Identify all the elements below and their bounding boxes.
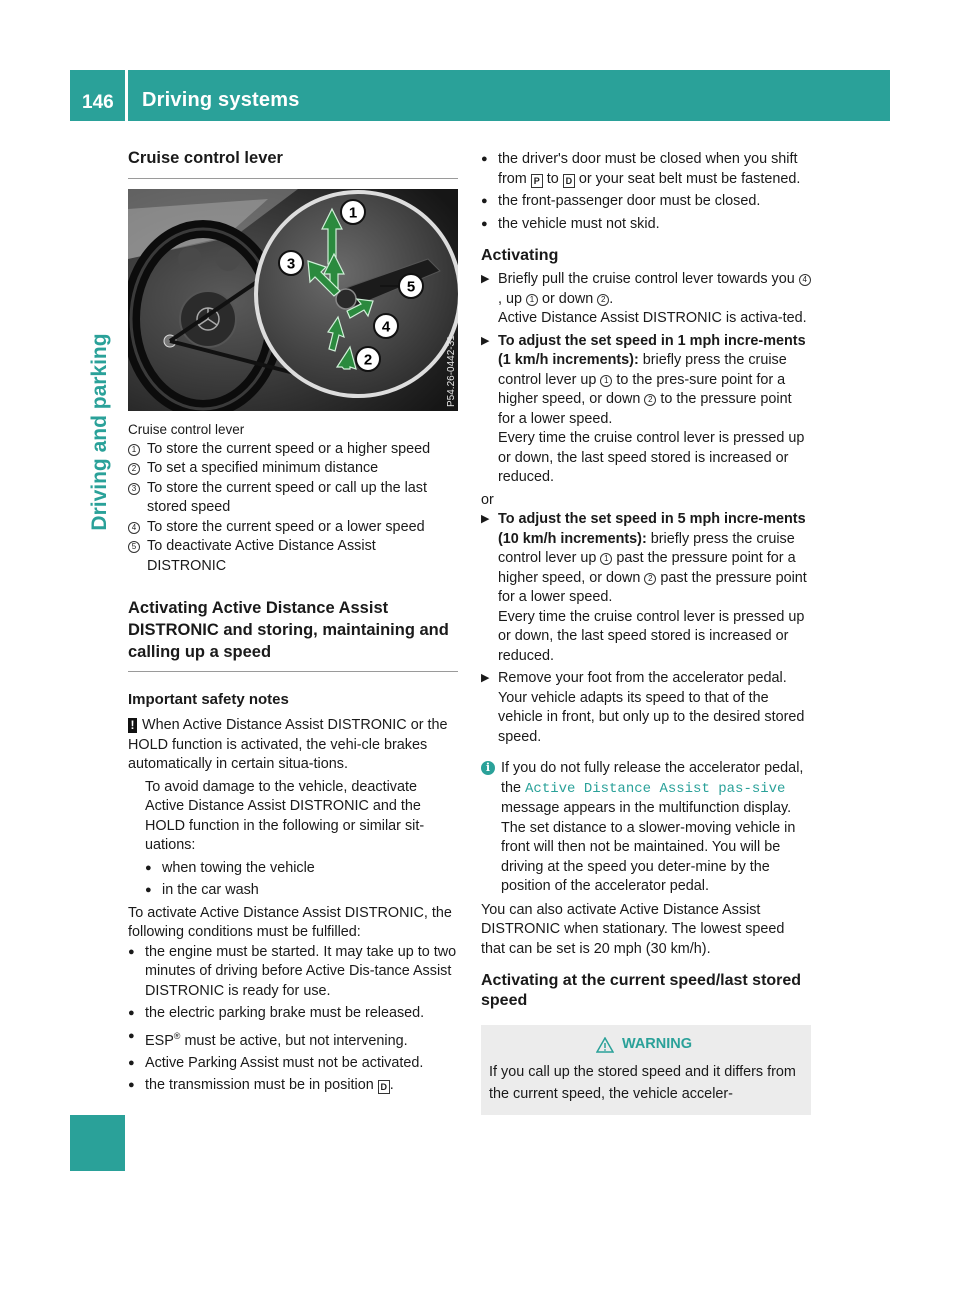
warning-icon — [596, 1037, 614, 1053]
list-item: ● in the car wash — [145, 882, 259, 898]
page-number: 146 — [82, 92, 114, 113]
warning-text: If you call up the stored speed and it differs from the current speed, the vehicle acceler- — [489, 1063, 796, 1102]
safety-notes-heading: Important safety notes — [128, 691, 289, 708]
list-item: ● the driver's door must be closed when you shift from P to D or your seat belt must be fastened. — [481, 151, 801, 187]
legend-item: 3 To store the current speed or call up the last stored speed — [128, 479, 458, 518]
current-speed-heading: Activating at the current speed/last stored speed — [481, 972, 802, 1009]
list-item: ● the vehicle must not skid. — [481, 215, 660, 232]
warning-title: WARNING — [621, 1036, 693, 1052]
action-step: ▶ Briefly pull the cruise control lever towards you 4, up 1 or down 2 . Active Distance Assist DISTRONIC is activa-ted. — [481, 270, 811, 329]
side-tab-marker — [70, 1115, 125, 1171]
callout-5: 5 — [406, 278, 416, 296]
list-item: ● the engine must be started. It may take up to two minutes of driving before Active Dis-tance Assist DISTRONIC is ready for use. — [128, 943, 457, 999]
legend-item: 2 To set a specified minimum distance — [128, 459, 458, 479]
side-tab-label: Driving and parking — [88, 333, 111, 531]
conditions-intro: To activate Active Distance Assist DISTRONIC, the following conditions must be fulfilled: — [128, 904, 452, 940]
note-paragraph: ! When Active Distance Assist DISTRONIC or the HOLD function is activated, the vehi-cle brakes automatically in certain situa-tions. — [128, 717, 448, 772]
cruise-lever-figure — [128, 189, 458, 411]
arrow-right-icon: ▶ — [481, 334, 490, 347]
figure-caption: Cruise control lever — [128, 422, 245, 437]
action-step: ▶ Remove your foot from the accelerator pedal. Your vehicle adapts its speed to that of the vehicle in front, but only up to the desired stored speed. — [481, 669, 811, 747]
note-paragraph: To avoid damage to the vehicle, deactivate Active Distance Assist DISTRONIC and the HOLD function in the following or similar sit-uations: — [145, 778, 425, 853]
list-item: ● the front-passenger door must be closed. — [481, 193, 761, 209]
callout-2: 2 — [363, 351, 373, 369]
list-item: ● Active Parking Assist must not be activated. — [128, 1054, 424, 1071]
list-item: ● the transmission must be in position D . — [128, 1077, 394, 1094]
action-step: ▶ To adjust the set speed in 5 mph incre-ments (10 km/h increments): briefly press the cruise control lever up 1 past the pressure point for a higher speed, or down 2 past the pressure point for a lower speed. Every time the cruise control lever is pressed up or down, the last speed stored is increased or reduced. — [481, 510, 811, 666]
gear-d-symbol: D — [563, 174, 575, 188]
action-step: ▶ To adjust the set speed in 1 mph incre-ments (1 km/h increments): briefly press the cruise control lever up 1 to the pres-sure point for a higher speed, or down 2 to the pressure point for a lower speed. Every time the cruise control lever is pressed up or down, the last speed stored is increased or reduced. — [481, 332, 811, 488]
info-icon: i — [481, 761, 495, 775]
callout-4: 4 — [381, 318, 391, 336]
list-item: ● when towing the vehicle — [145, 859, 315, 876]
left-column — [128, 148, 458, 1096]
callout-1: 1 — [348, 204, 358, 222]
cruise-lever-illustration — [128, 189, 458, 411]
stationary-paragraph: You can also activate Active Distance Assist DISTRONIC when stationary. The lowest speed that can be set is 20 mph (30 km/h). — [481, 901, 785, 957]
arrow-right-icon: ▶ — [481, 513, 490, 525]
list-item: ● the electric parking brake must be released. — [128, 1005, 425, 1021]
display-message: Active Distance Assist pas‐sive — [525, 780, 786, 797]
legend-item: 4 To store the current speed or a lower speed — [128, 518, 458, 538]
figure-code: P54.26-0442-31 — [446, 335, 457, 407]
legend-item: 5 To deactivate Active Distance Assist DISTRONIC — [128, 537, 458, 576]
legend-item: 1 To store the current speed or a higher speed — [128, 440, 458, 460]
or-text: or — [481, 491, 494, 508]
section-heading-cruise-control: Cruise control lever — [128, 148, 458, 179]
callout-3: 3 — [286, 255, 296, 273]
arrow-right-icon: ▶ — [481, 273, 490, 285]
right-column — [481, 150, 811, 1115]
header-divider — [125, 70, 128, 121]
arrow-right-icon: ▶ — [481, 672, 490, 684]
chapter-title: Driving systems — [142, 89, 300, 111]
activating-heading: Activating — [481, 247, 559, 264]
warning-box — [481, 1025, 811, 1115]
exclamation-icon: ! — [128, 718, 137, 733]
gear-d-symbol: D — [378, 1080, 390, 1094]
legend-list — [128, 440, 458, 577]
section-heading-activating: Activating Active Distance Assist DISTRONIC and storing, maintaining and calling up a speed — [128, 597, 458, 672]
list-item: ● ESP® must be active, but not intervening. — [128, 1029, 408, 1049]
info-note: i If you do not fully release the accelerator pedal, the Active Distance Assist pas‐sive message appears in the multifunction display. The set distance to a slower-moving vehicle in front will then not be maintained. You will be driving at the speed you deter-mine by the position of the accelerator pedal. — [481, 759, 811, 897]
gear-p-symbol: P — [531, 174, 543, 188]
